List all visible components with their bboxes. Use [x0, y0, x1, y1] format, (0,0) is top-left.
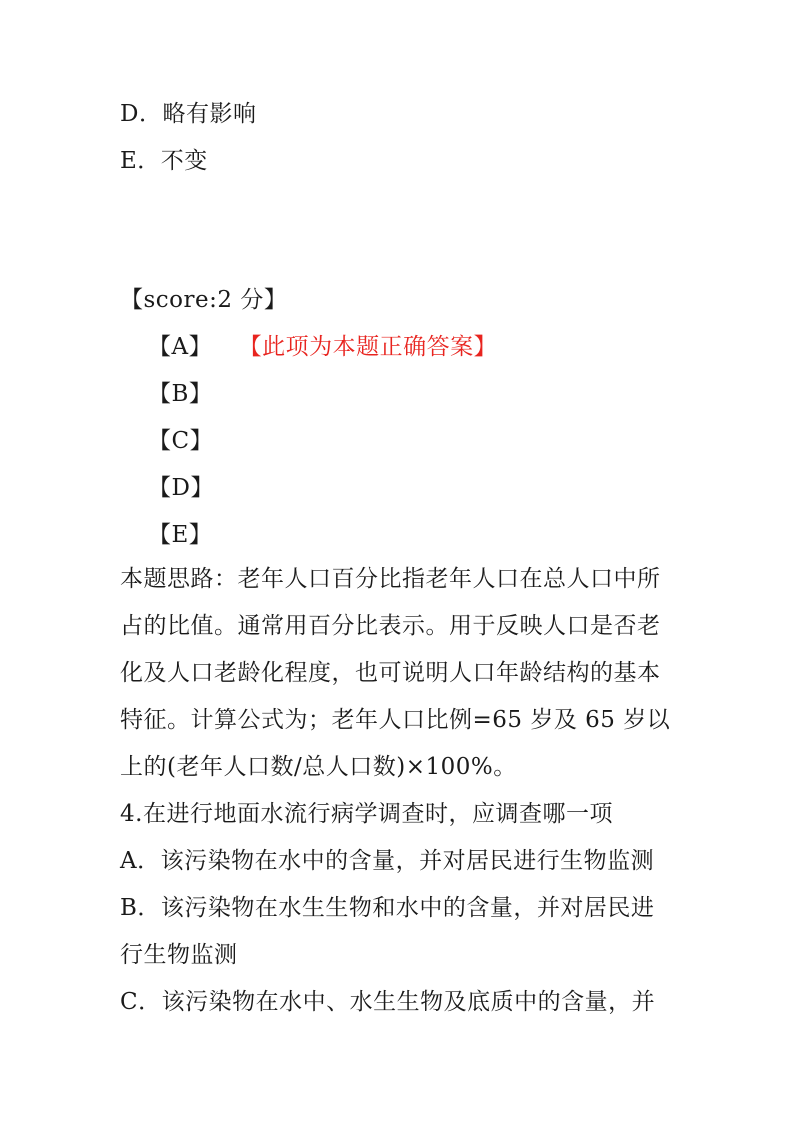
answer-option-label: 【E】 [148, 522, 213, 548]
option-d-text: D．略有影响 [120, 101, 257, 127]
answer-option-b [148, 379, 212, 409]
question-stem: 4.在进行地面水流行病学调查时，应调查哪一项 [120, 801, 613, 827]
option-e-text: E．不变 [120, 148, 208, 174]
question-option-line: B．该污染物在水生生物和水中的含量，并对居民进 [120, 895, 655, 921]
question-option-line: 行生物监测 [120, 942, 238, 968]
explanation-line: 占的比值。通常用百分比表示。用于反映人口是否老 [120, 613, 661, 639]
answer-option-label: 【D】 [148, 475, 214, 501]
answer-option-d [148, 473, 214, 503]
question-option-line: A．该污染物在水中的含量，并对居民进行生物监测 [120, 848, 655, 874]
score-line: 【score:2 分】 [120, 287, 288, 313]
question-option-line: C．该污染物在水中、水生生物及底质中的含量，并 [120, 989, 656, 1015]
answer-option-a [148, 332, 497, 362]
explanation-line: 本题思路：老年人口百分比指老年人口在总人口中所 [120, 566, 661, 592]
explanation-line: 化及人口老龄化程度，也可说明人口年龄结构的基本 [120, 660, 661, 686]
explanation-line: 上的(老年人口数/总人口数)×100%。 [120, 754, 517, 780]
correct-answer-note: 【此项为本题正确答案】 [250, 334, 498, 360]
answer-option-c [148, 426, 213, 456]
answer-option-label: 【A】 [148, 334, 213, 360]
answer-option-label: 【B】 [148, 381, 213, 407]
answer-option-label: 【C】 [148, 428, 214, 454]
explanation-line: 特征。计算公式为；老年人口比例=65 岁及 65 岁以 [120, 707, 671, 733]
answer-option-e [148, 520, 212, 550]
